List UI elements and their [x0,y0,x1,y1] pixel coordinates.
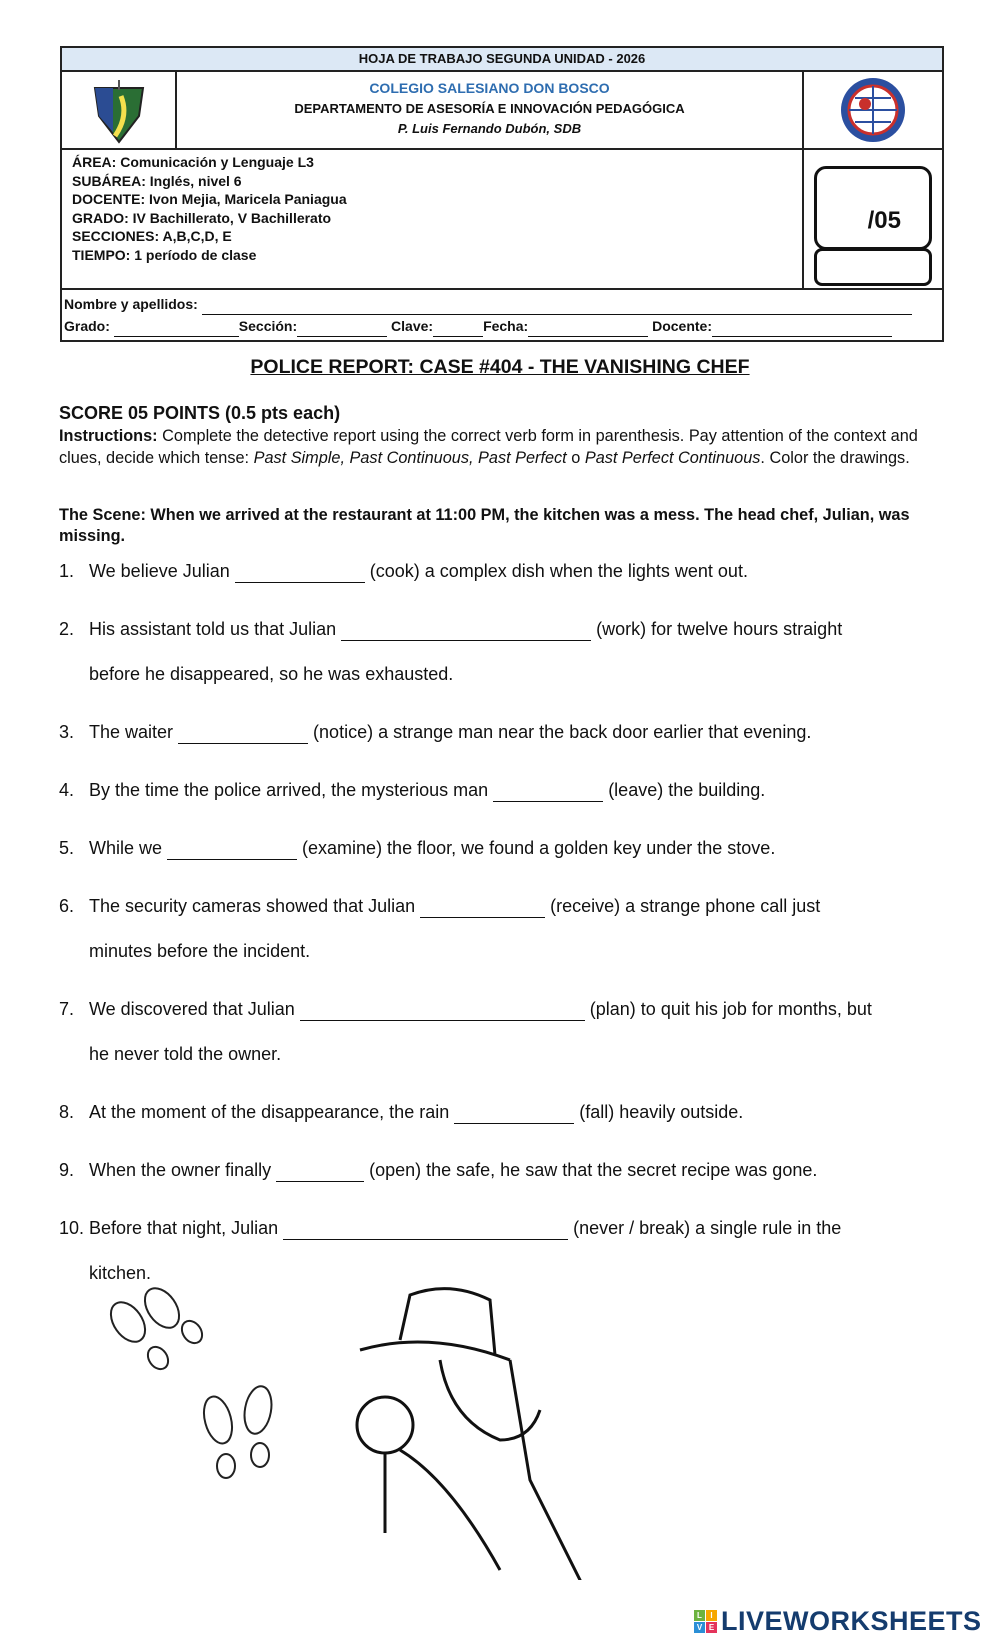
brand-name: LIVEWORKSHEETS [721,1606,982,1636]
question-text-before: We discovered that Julian [89,999,300,1019]
last-tense-text: Past Perfect Continuous [584,449,761,467]
question-text-after: (never / break) a single rule in the [568,1218,842,1238]
tenses-text: Past Simple, Past Continuous, Past Perfect [253,449,567,467]
question-text-after: (cook) a complex dish when the lights went out. [364,561,748,581]
question-text-before: The security cameras showed that Julian [89,896,421,916]
name-label: Nombre y apellidos: [64,296,198,312]
subarea-text: SUBÁREA: Inglés, nivel 6 [72,172,242,189]
section-field[interactable] [297,319,387,337]
footprints-drawing [100,1270,290,1490]
teacher-label: Docente: [652,318,712,334]
score-total-box: /05 [814,166,932,250]
section-label: Sección: [238,318,298,334]
live-blocks-icon: L I V E [694,1610,717,1633]
question-text-after: (plan) to quit his job for months, but [584,999,872,1019]
question-continuation: minutes before the incident. [89,941,311,961]
question-number: 7. [59,999,75,1019]
question-text-before: We believe Julian [89,561,235,581]
instructions-end: . Color the drawings. [760,449,910,467]
answer-blank[interactable] [276,1164,364,1182]
question-number: 9. [59,1160,75,1180]
date-label: Fecha: [483,318,529,334]
teacher-field[interactable] [712,319,892,337]
question-number: 5. [59,838,75,858]
grade-text: GRADO: IV Bachillerato, V Bachillerato [72,209,332,226]
worksheet-title: POLICE REPORT: CASE #404 - THE VANISHING CHEF [250,356,750,378]
question-item [59,838,959,860]
question-text-after: (examine) the floor, we found a golden key under the stove. [297,838,776,858]
or-text: o [566,449,585,467]
question-number: 1. [59,561,75,581]
question-text-before: At the moment of the disappearance, the rain [89,1102,455,1122]
school-name: COLEGIO SALESIANO DON BOSCO [369,80,610,96]
question-number: 2. [59,619,75,639]
question-item [59,1102,959,1124]
answer-blank[interactable] [167,842,297,860]
question-text-after: (leave) the building. [603,780,766,800]
course-info [62,150,802,288]
instructions-text: Complete the detective report using the correct verb form in parenthesis. Pay attention of the context and clues, decide which tense: [59,427,918,467]
answer-blank[interactable] [300,1003,585,1021]
question-item [59,722,959,744]
key-label: Clave: [391,318,434,334]
question-item [59,1218,959,1283]
time-text: TIEMPO: 1 período de clase [72,246,257,263]
scene-text: The Scene: When we arrived at the restaurant at 11:00 PM, the kitchen was a mess. The head chef, Julian, was missing. [59,506,910,545]
answer-blank[interactable] [493,784,603,802]
question-text-after: (work) for twelve hours straight [591,619,843,639]
instructions [59,425,949,469]
area-text: ÁREA: Comunicación y Lenguaje L3 [72,154,314,170]
detective-drawing [340,1280,660,1580]
question-number: 8. [59,1102,75,1122]
question-text-before: The waiter [89,722,179,742]
answer-blank[interactable] [341,623,591,641]
question-text-before: Before that night, Julian [89,1218,284,1238]
question-item [59,780,959,802]
question-text-after: (open) the safe, he saw that the secret recipe was gone. [364,1160,818,1180]
answer-blank[interactable] [235,565,365,583]
department-globe-logo [802,72,942,148]
teacher-text: DOCENTE: Ivon Mejia, Maricela Paniagua [72,191,347,207]
question-text-after: (fall) heavily outside. [574,1102,744,1122]
header-band: HOJA DE TRABAJO SEGUNDA UNIDAD - 2026 [62,48,942,72]
question-continuation: kitchen. [89,1263,152,1283]
answer-blank[interactable] [420,900,545,918]
answer-blank[interactable] [454,1106,574,1124]
question-continuation: before he disappeared, so he was exhausted. [89,664,454,684]
answer-blank[interactable] [178,726,308,744]
liveworksheets-logo [694,1606,982,1637]
question-number: 3. [59,722,75,742]
question-item [59,999,959,1064]
school-shield-logo [62,72,177,148]
question-item [59,896,959,961]
question-text-before: His assistant told us that Julian [89,619,342,639]
question-number: 6. [59,896,75,916]
department-name: DEPARTAMENTO DE ASESORÍA E INNOVACIÓN PEDAGÓGICA [294,101,685,116]
score-input-box[interactable] [814,248,932,286]
question-number: 10. [59,1218,85,1238]
question-text-before: By the time the police arrived, the mysterious man [89,780,494,800]
question-text-after: (receive) a strange phone call just [545,896,821,916]
question-continuation: he never told the owner. [89,1044,282,1064]
key-field[interactable] [433,319,483,337]
grade-field[interactable] [114,319,239,337]
question-item [59,619,959,684]
name-field[interactable] [202,297,912,315]
worksheet-header [60,46,944,342]
question-text-after: (notice) a strange man near the back door earlier that evening. [308,722,812,742]
question-item [59,1160,959,1182]
sections-text: SECCIONES: A,B,C,D, E [72,228,232,244]
question-text-before: While we [89,838,168,858]
question-number: 4. [59,780,75,800]
score-line: SCORE 05 POINTS (0.5 pts each) [59,403,341,423]
date-field[interactable] [528,319,648,337]
instructions-label: Instructions: [59,427,158,445]
question-item [59,561,959,583]
question-text-before: When the owner finally [89,1160,277,1180]
grade-label: Grado: [64,318,110,334]
director-name: P. Luis Fernando Dubón, SDB [397,121,582,136]
answer-blank[interactable] [283,1222,568,1240]
